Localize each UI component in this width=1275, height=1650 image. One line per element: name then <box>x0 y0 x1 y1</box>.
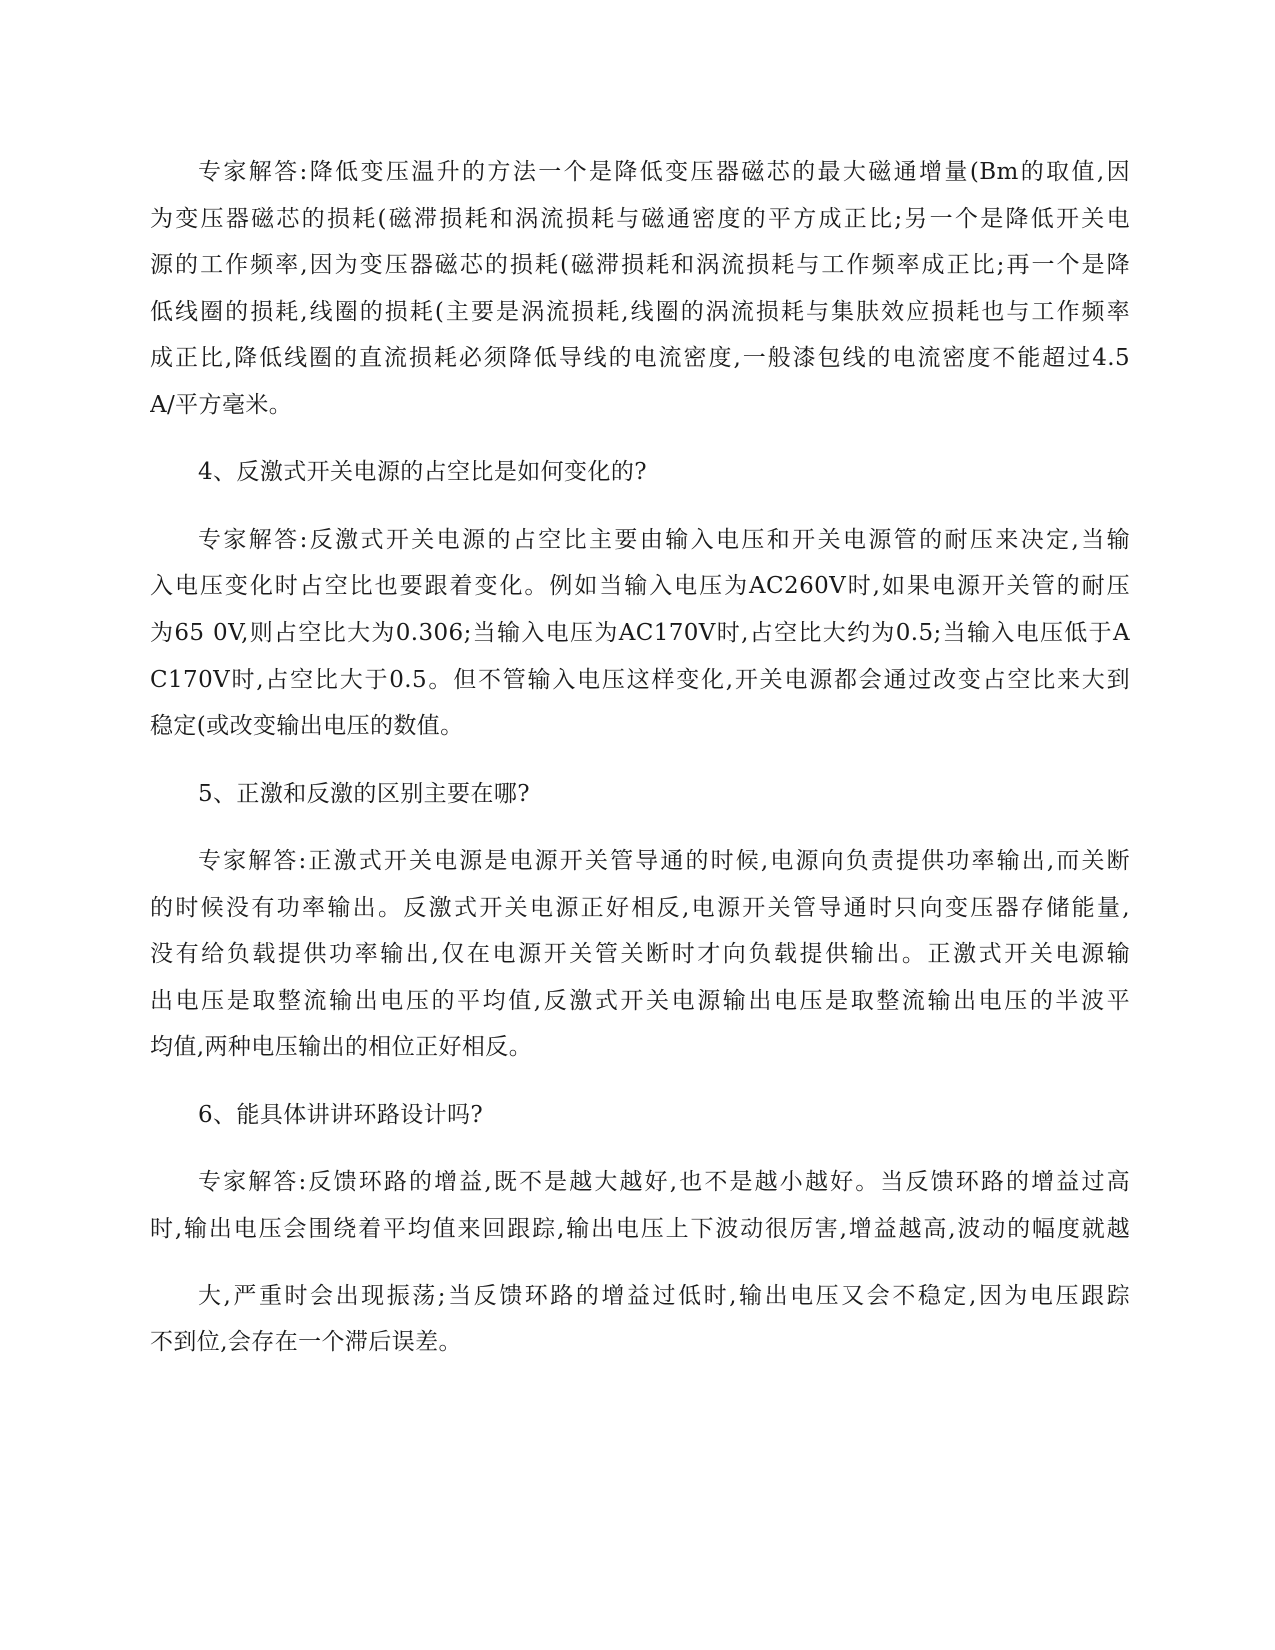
answer-paragraph-line: C170V时,占空比大于0.5。但不管输入电压这样变化,开关电源都会通过改变占空比来大到 <box>150 667 1130 693</box>
answer-paragraph-line: 没有给负载提供功率输出,仅在电源开关管关断时才向负载提供输出。正激式开关电源输 <box>150 941 1130 967</box>
question-heading: 6、能具体讲讲环路设计吗? <box>198 1102 484 1128</box>
answer-paragraph-line: A/平方毫米。 <box>150 392 293 418</box>
answer-paragraph-line: 为65 0V,则占空比大为0.306;当输入电压为AC170V时,占空比大约为0.5;当输入电压低于A <box>150 620 1130 646</box>
question-heading: 5、正激和反激的区别主要在哪? <box>198 781 530 807</box>
answer-paragraph-line: 出电压是取整流输出电压的平均值,反激式开关电源输出电压是取整流输出电压的半波平 <box>150 988 1130 1014</box>
answer-paragraph-line: 均值,两种电压输出的相位正好相反。 <box>150 1034 533 1060</box>
answer-paragraph-line: 专家解答:正激式开关电源是电源开关管导通的时候,电源向负责提供功率输出,而关断 <box>198 848 1130 874</box>
answer-paragraph-line: 专家解答:降低变压温升的方法一个是降低变压器磁芯的最大磁通增量(Bm的取值,因 <box>198 159 1130 185</box>
answer-paragraph-line: 专家解答:反馈环路的增益,既不是越大越好,也不是越小越好。当反馈环路的增益过高 <box>198 1169 1130 1195</box>
question-heading: 4、反激式开关电源的占空比是如何变化的? <box>198 459 647 485</box>
answer-paragraph-line: 低线圈的损耗,线圈的损耗(主要是涡流损耗,线圈的涡流损耗与集肤效应损耗也与工作频率 <box>150 299 1130 325</box>
answer-paragraph-line: 时,输出电压会围绕着平均值来回跟踪,输出电压上下波动很厉害,增益越高,波动的幅度就越 <box>150 1216 1130 1242</box>
answer-paragraph-line: 专家解答:反激式开关电源的占空比主要由输入电压和开关电源管的耐压来决定,当输 <box>198 527 1130 553</box>
answer-paragraph-line: 入电压变化时占空比也要跟着变化。例如当输入电压为AC260V时,如果电源开关管的耐压 <box>150 573 1130 599</box>
answer-paragraph-line: 为变压器磁芯的损耗(磁滞损耗和涡流损耗与磁通密度的平方成正比;另一个是降低开关电 <box>150 206 1130 232</box>
answer-paragraph-line: 的时候没有功率输出。反激式开关电源正好相反,电源开关管导通时只向变压器存储能量, <box>150 895 1130 921</box>
answer-paragraph-line: 成正比,降低线圈的直流损耗必须降低导线的电流密度,一般漆包线的电流密度不能超过4.5 <box>150 345 1130 371</box>
answer-paragraph-line: 不到位,会存在一个滞后误差。 <box>150 1329 462 1355</box>
answer-paragraph-line: 源的工作频率,因为变压器磁芯的损耗(磁滞损耗和涡流损耗与工作频率成正比;再一个是降 <box>150 252 1130 278</box>
answer-paragraph-line: 稳定(或改变输出电压的数值。 <box>150 713 464 739</box>
answer-paragraph-line: 大,严重时会出现振荡;当反馈环路的增益过低时,输出电压又会不稳定,因为电压跟踪 <box>198 1283 1130 1309</box>
